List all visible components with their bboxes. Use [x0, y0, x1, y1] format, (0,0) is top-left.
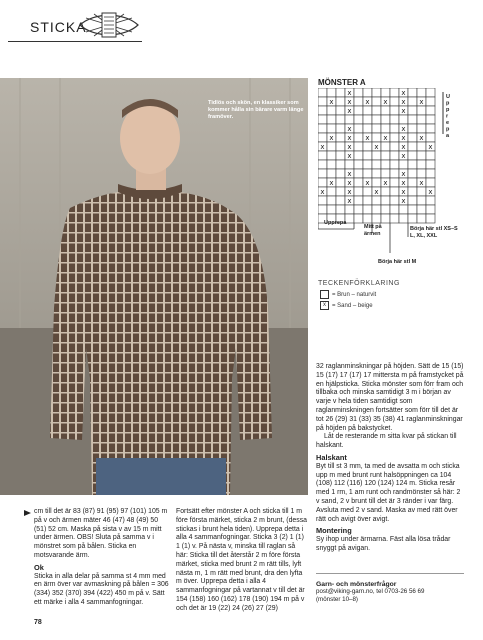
chart-mark: x: [347, 179, 352, 187]
paragraph: Fortsätt efter mönster A och sticka till 1 m före första märket, sticka 2 m brunt, (dessa stickas i brunt hela tiden). Upprepa detta i alla 4 sammanfogningar. Sticka 3 (2) 1 (1) 1 (1) v. På nästa v, minska till raglan så här: Sticka till det återstår 2 m före första märket, sticka med brunt 2 m rätt tills, lyft nästa m, 1 m rätt med brunt, dra den lyfta m över. Upprepa detta i alla 4 sammanfogningar på vartannat v till det är 154 (158) 160 (162) 178 (190) 194 m på v och det är 19 (22) 24 (26) 27 (29): [176, 508, 307, 612]
chart-mark: x: [401, 143, 406, 151]
chart-cell: [381, 115, 390, 124]
chart-cell: [354, 178, 363, 187]
chart-mark: x: [329, 179, 334, 187]
chart-mark: x: [347, 188, 352, 196]
chart-cell: [399, 214, 408, 223]
chart-cell: [363, 187, 372, 196]
chart-cell: [426, 106, 435, 115]
chart-cell: [408, 187, 417, 196]
contact-title: Garn- och mönsterfrågor: [316, 581, 397, 588]
chart-cell: [390, 142, 399, 151]
chart-cell: [399, 205, 408, 214]
paragraph: cm till det är 83 (87) 91 (95) 97 (101) 105 m på v och ärmen mäter 46 (47) 48 (49) 50 (51) 52 cm. Maska på sista v av 15 m mitt under ärmen. OBS! Sluta på samma v i mönstret som på bålen. Sticka en motsvarande ärm.: [34, 508, 168, 559]
chart-cell: [327, 160, 336, 169]
chart-mark: x: [383, 98, 388, 106]
chart-cell: [417, 106, 426, 115]
chart-cell: [354, 160, 363, 169]
chart-cell: [390, 106, 399, 115]
chart-cell: [363, 88, 372, 97]
chart-cell: [372, 124, 381, 133]
chart-cell: [426, 196, 435, 205]
chart-cell: [417, 88, 426, 97]
chart-cell: [426, 97, 435, 106]
chart-cell: [381, 187, 390, 196]
chart-cell: [327, 106, 336, 115]
chart-mark: x: [428, 188, 433, 196]
yarn-skein-icon: [74, 8, 144, 42]
chart-cell: [381, 160, 390, 169]
chart-cell: [327, 124, 336, 133]
paragraph: Sticka in alla delar på samma st 4 mm med en ärm över var avmaskning på bålen = 306 (334) 352 (370) 394 (422) 450 m på v. Sätt ett märke i alla 4 sammanfogningar.: [34, 572, 169, 606]
pattern-chart: [318, 88, 468, 273]
chart-cell: [363, 169, 372, 178]
chart-cell: [390, 88, 399, 97]
chart-cell: [318, 124, 327, 133]
chart-cell: [318, 97, 327, 106]
chart-cell: [408, 160, 417, 169]
chart-cell: [426, 214, 435, 223]
chart-cell: [381, 151, 390, 160]
chart-cell: [381, 88, 390, 97]
chart-cell: [417, 160, 426, 169]
chart-cell: [327, 169, 336, 178]
chart-cell: [336, 124, 345, 133]
chart-cell: [381, 106, 390, 115]
chart-cell: [399, 115, 408, 124]
chart-cell: [336, 115, 345, 124]
chart-cell: [390, 133, 399, 142]
chart-mark: x: [383, 134, 388, 142]
chart-cell: [372, 169, 381, 178]
chart-cell: [336, 169, 345, 178]
chart-cell: [363, 205, 372, 214]
chart-cell: [408, 142, 417, 151]
chart-cell: [372, 106, 381, 115]
chart-cell: [417, 196, 426, 205]
chart-cell: [354, 151, 363, 160]
label-repeat: Upprepa: [324, 220, 347, 226]
section-label: STICKA: [30, 19, 87, 35]
chart-cell: [363, 214, 372, 223]
chart-cell: [390, 205, 399, 214]
chart-cell: [336, 196, 345, 205]
page-number: 78: [34, 619, 42, 626]
chart-cell: [354, 124, 363, 133]
arrow-icon: [24, 509, 32, 517]
chart-cell: [354, 133, 363, 142]
chart-mark: x: [320, 188, 325, 196]
paragraph: 32 raglanminskningar på höjden. Sätt de 15 (15) 15 (17) 17 (17) 17 mittersta m på framstycket på en hjälpsticka. Sticka mönster som förr fram och tillbaka och minska samtidigt 3 m i början av varje v hela tiden samtidigt som raglanminskningen fortsätter som förr till det är tot 26 (29) 31 (33) 35 (38) 41 raglanminskningar på höjden på bakstycket.: [316, 363, 464, 432]
chart-mark: x: [347, 98, 352, 106]
label-start-m: Börja här stl M: [378, 259, 417, 265]
chart-cell: [327, 142, 336, 151]
chart-cell: [336, 205, 345, 214]
chart-mark: x: [401, 179, 406, 187]
chart-mark: x: [365, 134, 370, 142]
chart-mark: x: [401, 134, 406, 142]
chart-cell: [336, 142, 345, 151]
chart-cell: [408, 106, 417, 115]
chart-cell: [327, 151, 336, 160]
chart-mark: x: [347, 125, 352, 133]
chart-cell: [372, 160, 381, 169]
chart-cell: [318, 106, 327, 115]
contact-line: post@viking-garn.no, tel 0703-26 56 69: [316, 588, 425, 595]
chart-cell: [327, 187, 336, 196]
chart-mark: x: [365, 179, 370, 187]
chart-cell: [381, 196, 390, 205]
sweater-photo: [0, 78, 308, 495]
chart-cell: [381, 142, 390, 151]
divider: [316, 573, 464, 574]
chart-cell: [426, 124, 435, 133]
chart-mark: x: [347, 134, 352, 142]
chart-cell: [390, 97, 399, 106]
chart-cell: [408, 151, 417, 160]
chart-cell: [363, 196, 372, 205]
chart-cell: [354, 88, 363, 97]
chart-cell: [336, 88, 345, 97]
chart-cell: [363, 115, 372, 124]
chart-mark: x: [401, 89, 406, 97]
repeat-vertical-label: U p p r e p a: [446, 94, 450, 139]
chart-cell: [426, 169, 435, 178]
chart-cell: [381, 205, 390, 214]
chart-cell: [372, 88, 381, 97]
text-column-left: [34, 508, 170, 608]
chart-mark: x: [347, 89, 352, 97]
chart-cell: [363, 124, 372, 133]
photo-caption: Tidlös och skön, en klassiker som kommer hålla sin bärare varm länge framöver.: [208, 100, 304, 120]
subheading-yoke: Ok: [34, 562, 44, 572]
chart-cell: [372, 205, 381, 214]
chart-cell: [381, 214, 390, 223]
chart-mark: x: [365, 98, 370, 106]
chart-cell: [345, 160, 354, 169]
chart-cell: [363, 151, 372, 160]
legend-swatch-sand: x: [320, 301, 329, 310]
paragraph: Sy ihop under ärmarna. Fäst alla lösa trådar snyggt på avigan.: [316, 536, 451, 552]
chart-mark: x: [419, 134, 424, 142]
chart-cell: [372, 115, 381, 124]
label-start-xs: Börja här stl XS–S L, XL, XXL: [410, 226, 458, 239]
chart-cell: [354, 169, 363, 178]
chart-cell: [390, 115, 399, 124]
chart-mark: x: [419, 98, 424, 106]
subheading-assembly: Montering: [316, 526, 352, 536]
chart-cell: [408, 124, 417, 133]
chart-cell: [318, 151, 327, 160]
chart-cell: [417, 115, 426, 124]
chart-mark: x: [347, 197, 352, 205]
chart-mark: x: [401, 125, 406, 133]
chart-cell: [426, 205, 435, 214]
chart-cell: [390, 160, 399, 169]
chart-cell: [390, 151, 399, 160]
contact-block: [316, 581, 466, 604]
chart-cell: [372, 214, 381, 223]
chart-cell: [354, 97, 363, 106]
pattern-title: MÖNSTER A: [318, 78, 366, 87]
chart-mark: x: [401, 188, 406, 196]
subheading-neck: Halskant: [316, 452, 347, 462]
chart-mark: x: [401, 107, 406, 115]
chart-cell: [372, 178, 381, 187]
chart-mark: x: [383, 179, 388, 187]
chart-cell: [390, 187, 399, 196]
chart-cell: [408, 97, 417, 106]
chart-cell: [390, 178, 399, 187]
chart-cell: [327, 205, 336, 214]
chart-cell: [336, 178, 345, 187]
chart-mark: x: [374, 143, 379, 151]
chart-cell: [327, 196, 336, 205]
chart-cell: [345, 115, 354, 124]
text-column-middle: [176, 508, 308, 614]
chart-cell: [417, 142, 426, 151]
chart-cell: [363, 160, 372, 169]
chart-cell: [426, 115, 435, 124]
chart-cell: [318, 88, 327, 97]
chart-cell: [390, 124, 399, 133]
chart-cell: [354, 214, 363, 223]
chart-cell: [390, 169, 399, 178]
chart-cell: [345, 205, 354, 214]
chart-cell: [336, 106, 345, 115]
chart-cell: [354, 106, 363, 115]
chart-mark: x: [329, 98, 334, 106]
chart-mark: x: [401, 197, 406, 205]
chart-cell: [327, 115, 336, 124]
chart-cell: [408, 205, 417, 214]
chart-mark: x: [329, 134, 334, 142]
chart-cell: [417, 169, 426, 178]
chart-cell: [399, 160, 408, 169]
chart-cell: [318, 115, 327, 124]
chart-cell: [372, 196, 381, 205]
chart-cell: [417, 151, 426, 160]
chart-mark: x: [347, 152, 352, 160]
chart-cell: [318, 178, 327, 187]
chart-mark: x: [401, 170, 406, 178]
paragraph: Låt de resterande m sitta kvar på stickan till halskant.: [316, 433, 457, 450]
chart-cell: [372, 151, 381, 160]
chart-mark: x: [374, 188, 379, 196]
chart-cell: [336, 97, 345, 106]
chart-mark: x: [347, 143, 352, 151]
chart-cell: [426, 133, 435, 142]
chart-cell: [408, 178, 417, 187]
chart-cell: [417, 205, 426, 214]
chart-cell: [381, 124, 390, 133]
legend-swatch-brown: [320, 290, 329, 299]
chart-cell: [327, 88, 336, 97]
chart-cell: [354, 142, 363, 151]
chart-cell: [408, 196, 417, 205]
chart-mark: x: [401, 152, 406, 160]
chart-cell: [318, 169, 327, 178]
chart-cell: [408, 169, 417, 178]
chart-cell: [381, 169, 390, 178]
chart-cell: [336, 133, 345, 142]
chart-cell: [372, 97, 381, 106]
chart-mark: x: [347, 107, 352, 115]
chart-cell: [426, 88, 435, 97]
paragraph: Byt till st 3 mm, ta med de avsatta m och sticka upp m med brunt runt halsöppningen ca 104 (108) 112 (116) 120 (124) 124 m. Sticka resår med 1 rm, 1 am runt och randmönster så här: 2 v sand, 2 v brunt till det är 3 ränder i var färg. Avsluta med 2 v sand. Maska av med rätt över rätt och avigt över avigt.: [316, 462, 461, 523]
chart-cell: [354, 196, 363, 205]
chart-cell: [408, 133, 417, 142]
legend-title: TECKENFÖRKLARING: [318, 280, 400, 287]
chart-cell: [363, 142, 372, 151]
chart-cell: [318, 205, 327, 214]
chart-mark: x: [320, 143, 325, 151]
chart-cell: [336, 151, 345, 160]
contact-line: (mönster 10–8): [316, 596, 358, 603]
legend-item-sand: x = Sand – beige: [320, 301, 373, 310]
chart-cell: [354, 187, 363, 196]
chart-cell: [426, 178, 435, 187]
chart-cell: [354, 205, 363, 214]
chart-cell: [336, 187, 345, 196]
label-mid: Mitt på ärmen: [364, 224, 382, 237]
chart-mark: x: [419, 179, 424, 187]
chart-mark: x: [401, 98, 406, 106]
chart-mark: x: [347, 170, 352, 178]
chart-cell: [318, 196, 327, 205]
chart-cell: [318, 160, 327, 169]
chart-cell: [345, 214, 354, 223]
chart-cell: [408, 88, 417, 97]
chart-cell: [363, 106, 372, 115]
chart-cell: [426, 151, 435, 160]
chart-cell: [390, 196, 399, 205]
legend-item-brown: = Brun – naturvit: [320, 290, 376, 299]
chart-mark: x: [428, 143, 433, 151]
chart-cell: [408, 214, 417, 223]
chart-cell: [318, 133, 327, 142]
chart-cell: [390, 214, 399, 223]
chart-cell: [408, 115, 417, 124]
text-column-right: [316, 363, 464, 554]
chart-cell: [336, 160, 345, 169]
chart-cell: [417, 124, 426, 133]
chart-cell: [417, 214, 426, 223]
chart-cell: [417, 187, 426, 196]
chart-cell: [372, 133, 381, 142]
chart-cell: [354, 115, 363, 124]
chart-cell: [426, 160, 435, 169]
